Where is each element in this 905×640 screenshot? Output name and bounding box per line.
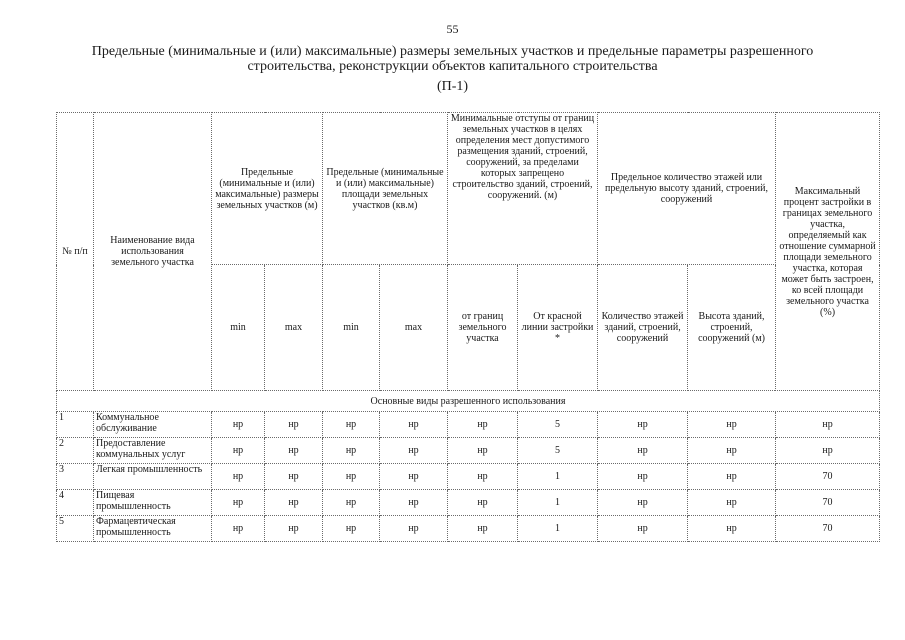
cell-min-size: нр bbox=[212, 464, 265, 490]
cell-min-size: нр bbox=[212, 438, 265, 464]
cell-from-border: нр bbox=[448, 516, 518, 542]
row-num: 1 bbox=[57, 412, 94, 438]
header-coverage: Максимальный процент застройки в границах земельного участка, определяемый как отношение суммарной площади земельного участка, которая может быть застроен, ко всей площади земельного участка (%) bbox=[776, 113, 880, 391]
cell-max-area: нр bbox=[380, 412, 448, 438]
cell-max-area: нр bbox=[380, 464, 448, 490]
cell-height: нр bbox=[688, 464, 776, 490]
header-sizes: Предельные (минимальные и (или) максимальные) размеры земельных участков (м) bbox=[212, 113, 323, 265]
header-row-1 bbox=[57, 113, 880, 265]
cell-max-size: нр bbox=[265, 412, 323, 438]
cell-max-size: нр bbox=[265, 490, 323, 516]
cell-coverage: 70 bbox=[776, 490, 880, 516]
parameters-table bbox=[56, 112, 880, 542]
table-row bbox=[57, 464, 880, 490]
table-row bbox=[57, 490, 880, 516]
table-row bbox=[57, 516, 880, 542]
cell-min-size: нр bbox=[212, 490, 265, 516]
cell-floor-count: нр bbox=[598, 438, 688, 464]
cell-min-area: нр bbox=[323, 490, 380, 516]
section-row bbox=[57, 391, 880, 412]
table-row bbox=[57, 438, 880, 464]
header-areas: Предельные (минимальные и (или) максимальные) площади земельных участков (кв.м) bbox=[323, 113, 448, 265]
row-num: 5 bbox=[57, 516, 94, 542]
cell-floor-count: нр bbox=[598, 412, 688, 438]
cell-from-red-line: 5 bbox=[518, 412, 598, 438]
cell-floor-count: нр bbox=[598, 490, 688, 516]
cell-from-red-line: 1 bbox=[518, 516, 598, 542]
row-name: Легкая промышленность bbox=[94, 464, 212, 490]
cell-from-red-line: 5 bbox=[518, 438, 598, 464]
cell-from-red-line: 1 bbox=[518, 490, 598, 516]
header-floor-count: Количество этажей зданий, строений, сооружений bbox=[598, 265, 688, 391]
cell-coverage: 70 bbox=[776, 464, 880, 490]
cell-max-area: нр bbox=[380, 516, 448, 542]
cell-coverage: нр bbox=[776, 438, 880, 464]
row-num: 2 bbox=[57, 438, 94, 464]
header-from-border: от границ земельного участка bbox=[448, 265, 518, 391]
header-name: Наименование вида использования земельного участка bbox=[94, 113, 212, 391]
cell-floor-count: нр bbox=[598, 516, 688, 542]
header-max-size: max bbox=[265, 265, 323, 391]
page-number: 55 bbox=[446, 22, 459, 36]
header-from-red-line: От красной линии застройки * bbox=[518, 265, 598, 391]
title-line-2: строительства, реконструкции объектов капитального строительства bbox=[247, 59, 658, 74]
row-name: Пищевая промышленность bbox=[94, 490, 212, 516]
row-name: Фармацевтическая промышленность bbox=[94, 516, 212, 542]
cell-min-area: нр bbox=[323, 516, 380, 542]
zone-code: (П-1) bbox=[436, 79, 469, 94]
cell-max-area: нр bbox=[380, 490, 448, 516]
header-min-area: min bbox=[323, 265, 380, 391]
cell-height: нр bbox=[688, 412, 776, 438]
header-num: № п/п bbox=[57, 113, 94, 391]
cell-min-size: нр bbox=[212, 516, 265, 542]
cell-max-size: нр bbox=[265, 438, 323, 464]
cell-height: нр bbox=[688, 516, 776, 542]
document-title bbox=[40, 44, 865, 74]
row-name: Коммунальное обслуживание bbox=[94, 412, 212, 438]
header-min-size: min bbox=[212, 265, 265, 391]
header-height: Высота зданий, строений, сооружений (м) bbox=[688, 265, 776, 391]
cell-coverage: нр bbox=[776, 412, 880, 438]
cell-from-border: нр bbox=[448, 490, 518, 516]
cell-min-area: нр bbox=[323, 412, 380, 438]
table-row bbox=[57, 412, 880, 438]
cell-from-red-line: 1 bbox=[518, 464, 598, 490]
cell-max-size: нр bbox=[265, 516, 323, 542]
cell-from-border: нр bbox=[448, 438, 518, 464]
cell-max-area: нр bbox=[380, 438, 448, 464]
row-num: 4 bbox=[57, 490, 94, 516]
header-setbacks: Минимальные отступы от границ земельных участков в целях определения мест допустимого размещения зданий, строений, сооружений, за пределами которых запрещено строительство зданий, строений, сооружений. (м) bbox=[448, 113, 598, 265]
cell-from-border: нр bbox=[448, 412, 518, 438]
section-title: Основные виды разрешенного использования bbox=[57, 391, 880, 412]
row-num: 3 bbox=[57, 464, 94, 490]
row-name: Предоставление коммунальных услуг bbox=[94, 438, 212, 464]
cell-min-area: нр bbox=[323, 438, 380, 464]
cell-coverage: 70 bbox=[776, 516, 880, 542]
cell-height: нр bbox=[688, 490, 776, 516]
cell-floor-count: нр bbox=[598, 464, 688, 490]
cell-max-size: нр bbox=[265, 464, 323, 490]
cell-min-area: нр bbox=[323, 464, 380, 490]
cell-min-size: нр bbox=[212, 412, 265, 438]
cell-height: нр bbox=[688, 438, 776, 464]
header-floors: Предельное количество этажей или предельную высоту зданий, строений, сооружений bbox=[598, 113, 776, 265]
cell-from-border: нр bbox=[448, 464, 518, 490]
header-max-area: max bbox=[380, 265, 448, 391]
title-line-1: Предельные (минимальные и (или) максимальные) размеры земельных участков и предельные параметры разрешенного bbox=[91, 44, 814, 59]
